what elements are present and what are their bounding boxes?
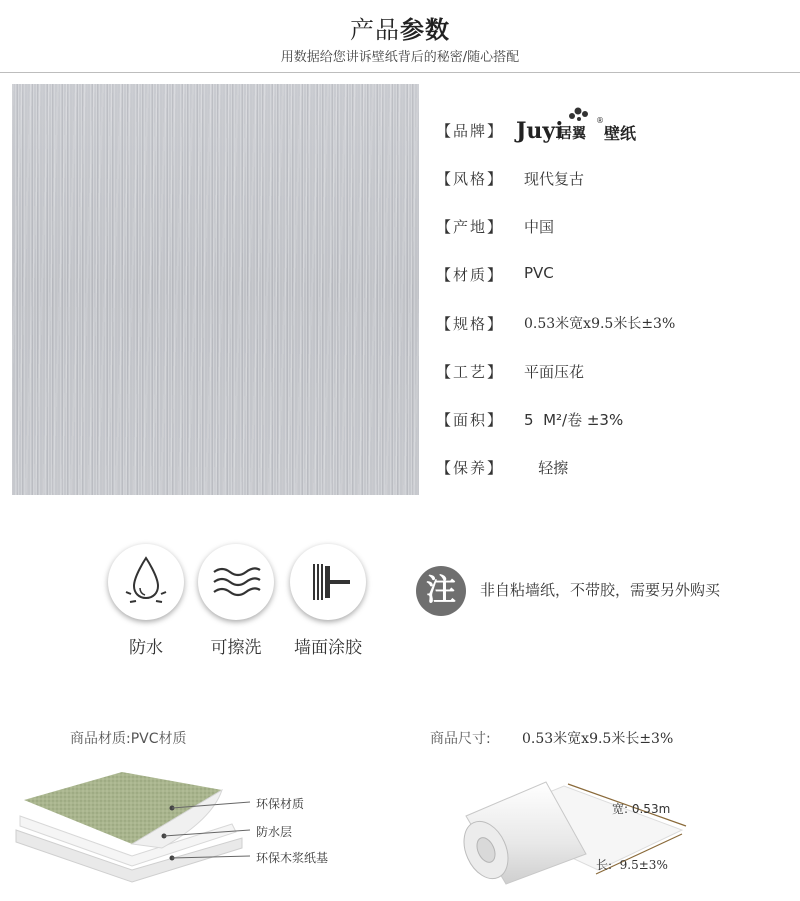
page-title — [0, 10, 800, 45]
feature-icons — [0, 540, 800, 670]
layer-label: 环保材质 — [256, 797, 305, 811]
param-label: 【产地】 — [436, 218, 505, 236]
brand-logo — [516, 114, 646, 146]
param-value: 轻擦 — [524, 459, 569, 477]
feature-label: 墙面涂胶 — [294, 638, 362, 658]
note-text: 非自粘墙纸，不带胶，需要另外购买 — [480, 581, 721, 599]
param-row-area — [436, 403, 796, 433]
material-label: 商品材质:PVC材质 — [70, 731, 187, 747]
header-divider — [0, 72, 800, 73]
param-label: 【面积】 — [436, 411, 505, 429]
roll-diagram — [446, 758, 766, 890]
param-value: 5 M²/卷 ±3% — [524, 411, 624, 429]
param-label: 【工艺】 — [436, 363, 505, 381]
param-value: 0.53米宽x9.5米长±3% — [524, 316, 676, 332]
roll-width-label: 宽: 0.53m — [612, 802, 671, 816]
wallpaper-swatch-image — [12, 84, 419, 495]
param-row-spec — [436, 307, 796, 337]
roll-length-label: 长: 9.5±3% — [596, 858, 668, 872]
title-bold: 参数 — [400, 16, 450, 44]
param-row-brand — [436, 114, 796, 144]
param-row-craft — [436, 355, 796, 385]
param-value: PVC — [524, 264, 554, 282]
param-value: 中国 — [524, 218, 555, 236]
glue-brush-icon — [290, 544, 366, 620]
brand-registered: ® — [596, 116, 604, 125]
param-label: 【风格】 — [436, 170, 505, 188]
layers-illustration — [12, 760, 342, 890]
feature-label: 防水 — [129, 638, 163, 658]
param-value: 现代复古 — [524, 170, 585, 188]
waves-icon — [198, 544, 274, 620]
water-drop-icon — [108, 544, 184, 620]
layer-label: 环保木浆纸基 — [256, 851, 329, 865]
layer-label: 防水层 — [256, 825, 293, 839]
brand-latin: Juyi — [516, 118, 564, 144]
param-value: 平面压花 — [524, 363, 585, 381]
feature-label: 可擦洗 — [210, 638, 262, 658]
param-row-material — [436, 258, 796, 288]
param-label: 【材质】 — [436, 266, 505, 284]
title-light: 产品 — [350, 16, 400, 44]
param-label: 【保养】 — [436, 459, 505, 477]
page-subtitle: 用数据给您讲诉壁纸背后的秘密/随心搭配 — [280, 50, 520, 65]
flower-icon — [566, 106, 592, 124]
note-badge: 注 — [416, 566, 466, 616]
param-label: 【规格】 — [436, 315, 505, 333]
param-label: 【品牌】 — [436, 122, 505, 140]
material-layers-diagram — [12, 760, 342, 890]
param-row-style — [436, 162, 796, 192]
page-header — [0, 0, 800, 80]
param-row-origin — [436, 210, 796, 240]
brand-cn: 居翼 — [558, 126, 586, 142]
param-row-care — [436, 451, 796, 481]
brand-product: 壁纸 — [604, 124, 637, 143]
size-value: 0.53米宽x9.5米长±3% — [522, 731, 674, 747]
size-label: 商品尺寸: — [430, 731, 491, 747]
